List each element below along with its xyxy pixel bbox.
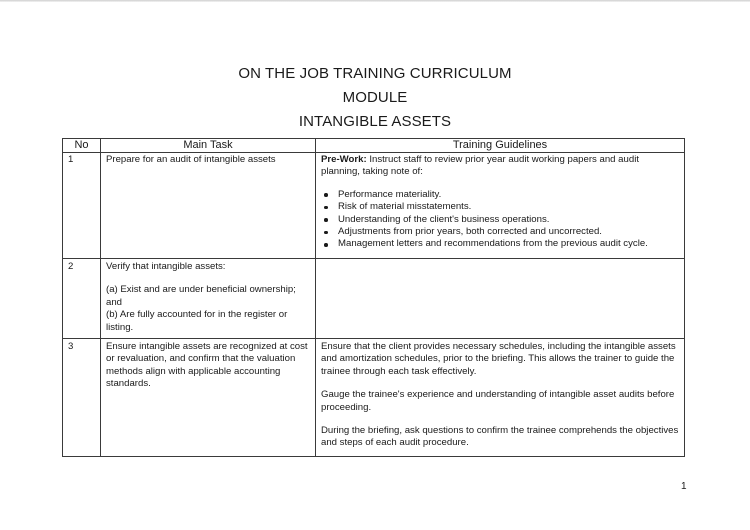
prework-paragraph: [321, 154, 679, 179]
prework-bullet-list: [321, 189, 679, 251]
guidelines-cell: [316, 339, 685, 457]
row-number: 1: [63, 153, 101, 259]
header-training-guidelines: Training Guidelines: [316, 139, 685, 153]
row-number: 2: [63, 259, 101, 339]
table-row: [63, 339, 685, 457]
list-item: Performance materiality.: [338, 189, 679, 201]
curriculum-title: ON THE JOB TRAINING CURRICULUM: [238, 65, 512, 82]
guideline-paragraph: Gauge the trainee's experience and understanding of intangible asset audits before proceeding.: [321, 389, 675, 413]
guideline-paragraph: During the briefing, ask questions to confirm the trainee comprehends the objectives and steps of each audit procedure.: [321, 425, 679, 449]
prework-text: Instruct staff to review prior year audit working papers and audit planning, taking note of:: [321, 154, 639, 178]
task-intro: Verify that intangible assets:: [106, 261, 226, 272]
guidelines-cell: [316, 259, 685, 339]
row-number: 3: [63, 339, 101, 457]
guideline-paragraph: Ensure that the client provides necessary schedules, including the intangible assets and amortization schedules, prior to the briefing. This allows the trainer to guide the trainee through each task effectively.: [321, 341, 676, 377]
list-item: Management letters and recommendations from the previous audit cycle.: [338, 238, 679, 250]
page-number: 1: [681, 481, 687, 492]
prework-label: Pre-Work:: [321, 154, 367, 165]
module-title: INTANGIBLE ASSETS: [298, 113, 452, 130]
page-top-edge: [0, 0, 750, 2]
document-header: [0, 62, 750, 134]
main-task-cell: Ensure intangible assets are recognized at cost or revaluation, and confirm that the valuation methods align with applicable accounting standards.: [101, 339, 316, 457]
main-task-cell: [101, 259, 316, 339]
table-row: [63, 153, 685, 259]
header-no: No: [63, 139, 101, 153]
list-item: Adjustments from prior years, both corrected and uncorrected.: [338, 226, 679, 238]
table-row: [63, 259, 685, 339]
module-label: MODULE: [342, 89, 408, 106]
main-task-cell: Prepare for an audit of intangible assets: [101, 153, 316, 259]
task-item-a: (a) Exist and are under beneficial ownership; and: [106, 284, 296, 308]
guidelines-cell: [316, 153, 685, 259]
list-item: Risk of material misstatements.: [338, 201, 679, 213]
task-item-b: (b) Are fully accounted for in the register or listing.: [106, 309, 288, 333]
training-table: [62, 138, 685, 457]
list-item: Understanding of the client's business operations.: [338, 214, 679, 226]
header-main-task: Main Task: [101, 139, 316, 153]
table-header-row: [63, 139, 685, 153]
